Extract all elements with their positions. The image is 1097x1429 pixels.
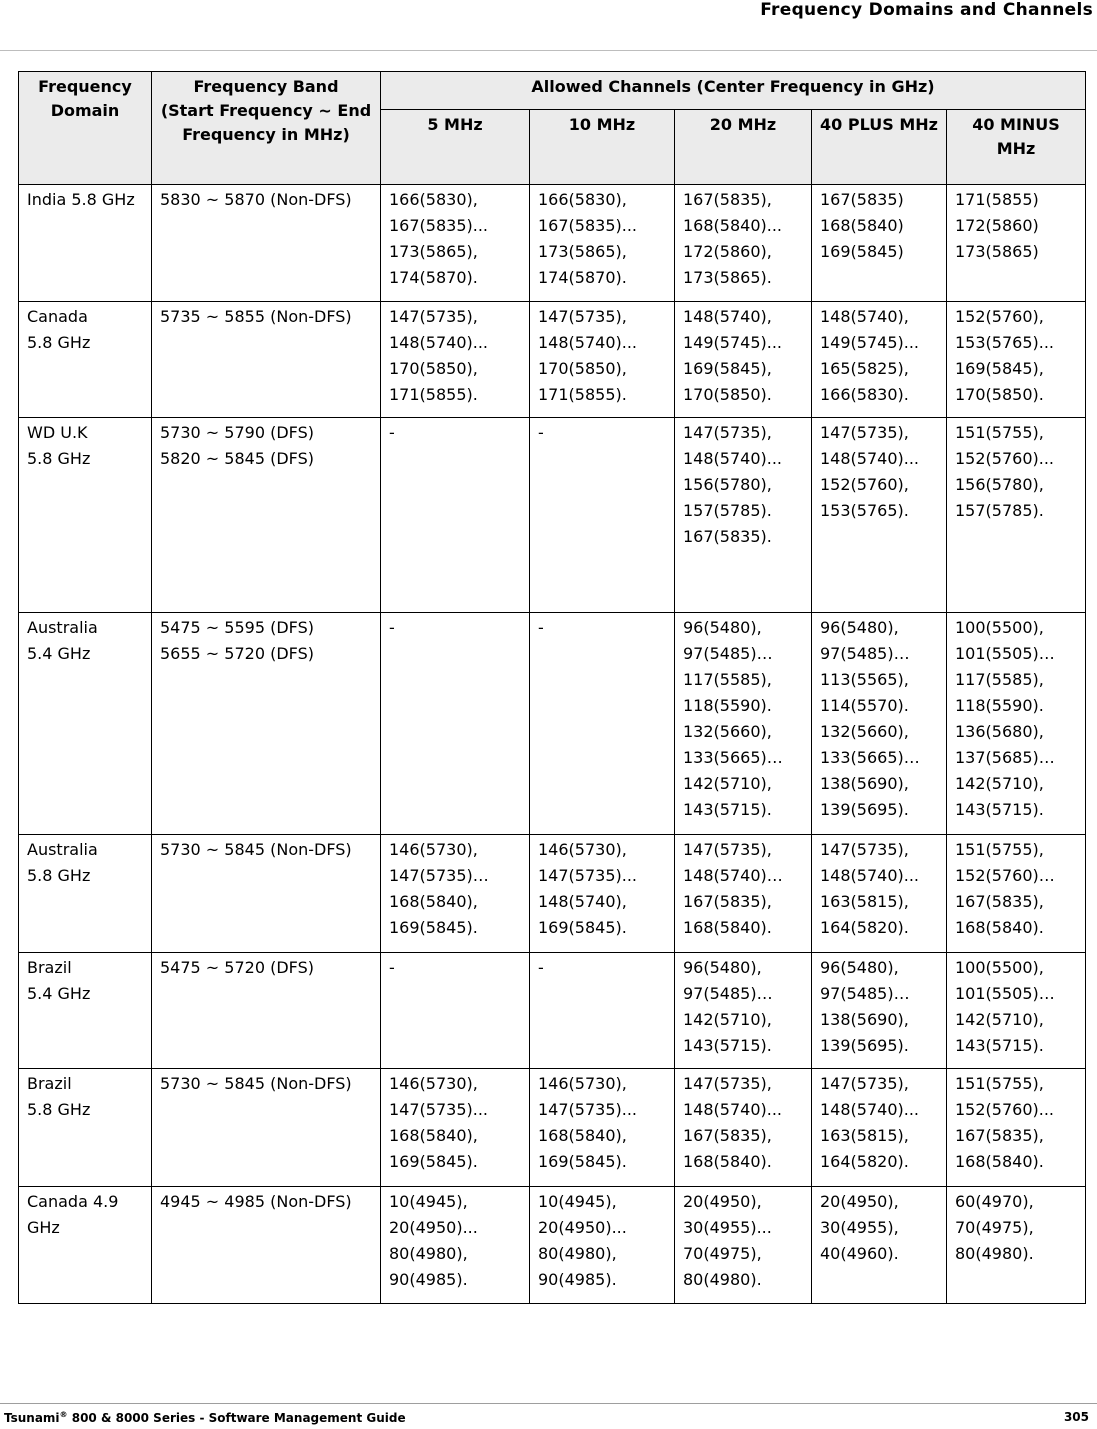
channels-5mhz-cell: [381, 1187, 530, 1304]
band-cell: [152, 835, 381, 953]
cell-line: 174(5870).: [538, 268, 627, 287]
cell-line: 169(5845).: [389, 918, 478, 937]
cell-line: 132(5660),: [820, 722, 909, 741]
cell-line: 138(5690),: [820, 1010, 909, 1029]
cell-line: 166(5830).: [820, 385, 909, 404]
cell-line: 133(5665)…: [683, 748, 783, 767]
cell-line: 60(4970),: [955, 1192, 1034, 1211]
domain-cell: [19, 953, 152, 1069]
channels-40minus-cell: [947, 613, 1086, 835]
cell-line: 147(5735)...: [538, 866, 637, 885]
cell-line: 147(5735),: [683, 840, 772, 859]
cell-line: 156(5780),: [955, 475, 1044, 494]
table-head: [19, 72, 1086, 185]
cell-line: 96(5480),: [820, 958, 899, 977]
cell-line: -: [538, 958, 544, 977]
header-band-line2: (Start Frequency ~ End Frequency in MHz): [160, 101, 372, 144]
cell-line: 147(5735),: [683, 423, 772, 442]
cell-line: Brazil: [27, 958, 72, 977]
channels-40plus-cell: [812, 953, 947, 1069]
footer-brand: Tsunami: [4, 1411, 60, 1425]
cell-line: 97(5485)…: [820, 984, 910, 1003]
cell-line: 169(5845).: [538, 1152, 627, 1171]
cell-line: 5655 ~ 5720 (DFS): [160, 644, 314, 663]
cell-line: Australia: [27, 840, 98, 859]
cell-line: 153(5765).: [820, 501, 909, 520]
cell-line: -: [389, 958, 395, 977]
cell-line: 171(5855).: [389, 385, 478, 404]
cell-line: 167(5835),: [683, 190, 772, 209]
registered-mark: ®: [59, 1410, 68, 1419]
cell-line: 4945 ~ 4985 (Non-DFS): [160, 1192, 352, 1211]
cell-line: 10(4945),: [538, 1192, 617, 1211]
cell-line: 173(5865),: [389, 242, 478, 261]
cell-line: 100(5500),: [955, 958, 1044, 977]
header-40minus: 40 MINUS MHz: [947, 110, 1086, 185]
cell-line: 5.4 GHz: [27, 644, 91, 663]
cell-line: 172(5860): [955, 216, 1039, 235]
cell-line: 142(5710),: [955, 1010, 1044, 1029]
cell-line: 157(5785).: [683, 501, 772, 520]
channels-20mhz-cell: [675, 418, 812, 613]
cell-line: 5730 ~ 5845 (Non-DFS): [160, 840, 352, 859]
cell-line: 152(5760),: [955, 307, 1044, 326]
cell-line: 149(5745)...: [820, 333, 919, 352]
cell-line: 148(5740)...: [683, 449, 782, 468]
cell-line: 168(5840): [820, 216, 904, 235]
cell-line: 5.8 GHz: [27, 449, 91, 468]
channels-10mhz-cell: [530, 418, 675, 613]
cell-line: Brazil: [27, 1074, 72, 1093]
cell-line: 70(4975),: [683, 1244, 762, 1263]
cell-line: 137(5685)…: [955, 748, 1055, 767]
cell-line: 143(5715).: [955, 1036, 1044, 1055]
cell-line: 5.4 GHz: [27, 984, 91, 1003]
cell-line: 90(4985).: [538, 1270, 617, 1289]
cell-line: 167(5835),: [955, 892, 1044, 911]
cell-line: 174(5870).: [389, 268, 478, 287]
cell-line: 80(4980),: [389, 1244, 468, 1263]
channels-10mhz-cell: [530, 1069, 675, 1187]
cell-line: 30(4955)...: [683, 1218, 772, 1237]
cell-line: 146(5730),: [538, 1074, 627, 1093]
cell-line: 152(5760)...: [955, 449, 1054, 468]
cell-line: 5735 ~ 5855 (Non-DFS): [160, 307, 352, 326]
channels-20mhz-cell: [675, 185, 812, 302]
cell-line: 80(4980).: [683, 1270, 762, 1289]
footer-guide-title: [4, 1410, 406, 1425]
channels-40minus-cell: [947, 835, 1086, 953]
channels-20mhz-cell: [675, 953, 812, 1069]
channels-10mhz-cell: [530, 302, 675, 418]
band-cell: [152, 613, 381, 835]
cell-line: 114(5570).: [820, 696, 909, 715]
domain-cell: [19, 613, 152, 835]
cell-line: 143(5715).: [683, 800, 772, 819]
channels-40plus-cell: [812, 835, 947, 953]
cell-line: 146(5730),: [389, 840, 478, 859]
channels-20mhz-cell: [675, 835, 812, 953]
channels-40minus-cell: [947, 1187, 1086, 1304]
cell-line: 157(5785).: [955, 501, 1044, 520]
cell-line: 149(5745)...: [683, 333, 782, 352]
channels-20mhz-cell: [675, 613, 812, 835]
cell-line: 147(5735),: [683, 1074, 772, 1093]
cell-line: 168(5840),: [389, 1126, 478, 1145]
cell-line: 143(5715).: [683, 1036, 772, 1055]
table-body: [19, 185, 1086, 1304]
channels-10mhz-cell: [530, 835, 675, 953]
cell-line: 167(5835),: [683, 892, 772, 911]
cell-line: 148(5740)...: [538, 333, 637, 352]
cell-line: 169(5845),: [955, 359, 1044, 378]
cell-line: 139(5695).: [820, 1036, 909, 1055]
cell-line: 173(5865).: [683, 268, 772, 287]
channels-40plus-cell: [812, 302, 947, 418]
cell-line: 148(5740)...: [389, 333, 488, 352]
header-divider: [0, 50, 1097, 51]
cell-line: 173(5865),: [538, 242, 627, 261]
cell-line: 170(5850),: [389, 359, 478, 378]
cell-line: 142(5710),: [683, 1010, 772, 1029]
channels-10mhz-cell: [530, 953, 675, 1069]
channels-5mhz-cell: [381, 613, 530, 835]
cell-line: 168(5840),: [389, 892, 478, 911]
channels-20mhz-cell: [675, 1069, 812, 1187]
channels-5mhz-cell: [381, 953, 530, 1069]
cell-line: 156(5780),: [683, 475, 772, 494]
cell-line: 168(5840)...: [683, 216, 782, 235]
header-5mhz: 5 MHz: [381, 110, 530, 185]
cell-line: 139(5695).: [820, 800, 909, 819]
cell-line: 133(5665)…: [820, 748, 920, 767]
cell-line: 172(5860),: [683, 242, 772, 261]
cell-line: Australia: [27, 618, 98, 637]
channels-40minus-cell: [947, 185, 1086, 302]
channels-40plus-cell: [812, 613, 947, 835]
cell-line: 147(5735)...: [389, 1100, 488, 1119]
table-row: [19, 953, 1086, 1069]
cell-line: 163(5815),: [820, 1126, 909, 1145]
cell-line: 168(5840).: [683, 918, 772, 937]
band-cell: [152, 953, 381, 1069]
cell-line: Canada: [27, 307, 88, 326]
cell-line: 170(5850).: [955, 385, 1044, 404]
page-header-title: Frequency Domains and Channels: [760, 0, 1093, 20]
cell-line: 96(5480),: [820, 618, 899, 637]
table-row: [19, 418, 1086, 613]
cell-line: India 5.8 GHz: [27, 190, 135, 209]
band-cell: [152, 1069, 381, 1187]
cell-line: 113(5565),: [820, 670, 909, 689]
domain-cell: [19, 1069, 152, 1187]
cell-line: 147(5735),: [820, 1074, 909, 1093]
cell-line: 147(5735)...: [538, 1100, 637, 1119]
cell-line: 136(5680),: [955, 722, 1044, 741]
cell-line: 170(5850),: [538, 359, 627, 378]
cell-line: 148(5740),: [683, 307, 772, 326]
cell-line: 147(5735),: [538, 307, 627, 326]
band-cell: [152, 302, 381, 418]
channels-40plus-cell: [812, 1069, 947, 1187]
channels-40minus-cell: [947, 953, 1086, 1069]
cell-line: 97(5485)…: [683, 644, 773, 663]
cell-line: 5730 ~ 5790 (DFS): [160, 423, 314, 442]
cell-line: 96(5480),: [683, 958, 762, 977]
channels-5mhz-cell: [381, 1069, 530, 1187]
table-row: [19, 185, 1086, 302]
header-frequency-domain: Frequency Domain: [19, 72, 152, 185]
cell-line: 166(5830),: [389, 190, 478, 209]
cell-line: 146(5730),: [538, 840, 627, 859]
cell-line: 20(4950)...: [389, 1218, 478, 1237]
cell-line: 100(5500),: [955, 618, 1044, 637]
cell-line: WD U.K: [27, 423, 88, 442]
cell-line: 96(5480),: [683, 618, 762, 637]
cell-line: 165(5825),: [820, 359, 909, 378]
cell-line: 148(5740),: [538, 892, 627, 911]
cell-line: -: [389, 618, 395, 637]
frequency-domains-table: [18, 71, 1086, 1304]
cell-line: 169(5845).: [389, 1152, 478, 1171]
cell-line: 171(5855): [955, 190, 1039, 209]
cell-line: 5.8 GHz: [27, 333, 91, 352]
cell-line: 90(4985).: [389, 1270, 468, 1289]
footer-divider: [0, 1403, 1097, 1404]
cell-line: 151(5755),: [955, 423, 1044, 442]
cell-line: 167(5835),: [955, 1126, 1044, 1145]
header-frequency-band: [152, 72, 381, 185]
cell-line: 152(5760)...: [955, 1100, 1054, 1119]
cell-line: 70(4975),: [955, 1218, 1034, 1237]
cell-line: 97(5485)…: [683, 984, 773, 1003]
cell-line: 142(5710),: [683, 774, 772, 793]
cell-line: 148(5740)...: [820, 1100, 919, 1119]
cell-line: 168(5840).: [955, 1152, 1044, 1171]
channels-5mhz-cell: [381, 185, 530, 302]
channels-40minus-cell: [947, 1069, 1086, 1187]
cell-line: 5820 ~ 5845 (DFS): [160, 449, 314, 468]
cell-line: 148(5740)...: [820, 866, 919, 885]
cell-line: 117(5585),: [955, 670, 1044, 689]
cell-line: 20(4950),: [683, 1192, 762, 1211]
cell-line: 167(5835).: [683, 527, 772, 546]
header-10mhz: 10 MHz: [530, 110, 675, 185]
domain-cell: [19, 418, 152, 613]
cell-line: 118(5590).: [955, 696, 1044, 715]
footer-guide-name: 800 & 8000 Series - Software Management Guide: [67, 1411, 406, 1425]
cell-line: 5475 ~ 5595 (DFS): [160, 618, 314, 637]
domain-cell: [19, 302, 152, 418]
channels-10mhz-cell: [530, 1187, 675, 1304]
cell-line: 10(4945),: [389, 1192, 468, 1211]
table-row: [19, 302, 1086, 418]
cell-line: 171(5855).: [538, 385, 627, 404]
cell-line: 167(5835): [820, 190, 904, 209]
cell-line: 169(5845): [820, 242, 904, 261]
channels-5mhz-cell: [381, 418, 530, 613]
cell-line: 166(5830),: [538, 190, 627, 209]
cell-line: 132(5660),: [683, 722, 772, 741]
cell-line: 20(4950)...: [538, 1218, 627, 1237]
cell-line: 169(5845).: [538, 918, 627, 937]
channels-10mhz-cell: [530, 613, 675, 835]
cell-line: 167(5835)...: [389, 216, 488, 235]
cell-line: 167(5835)...: [538, 216, 637, 235]
cell-line: 138(5690),: [820, 774, 909, 793]
table-row: [19, 835, 1086, 953]
cell-line: 151(5755),: [955, 840, 1044, 859]
cell-line: 101(5505)…: [955, 644, 1055, 663]
cell-line: 168(5840),: [538, 1126, 627, 1145]
cell-line: 118(5590).: [683, 696, 772, 715]
cell-line: 142(5710),: [955, 774, 1044, 793]
cell-line: 5.8 GHz: [27, 1100, 91, 1119]
cell-line: 143(5715).: [955, 800, 1044, 819]
cell-line: 5475 ~ 5720 (DFS): [160, 958, 314, 977]
cell-line: 40(4960).: [820, 1244, 899, 1263]
cell-line: 148(5740)…: [683, 866, 783, 885]
domain-cell: [19, 185, 152, 302]
cell-line: 168(5840).: [955, 918, 1044, 937]
header-40plus: 40 PLUS MHz: [812, 110, 947, 185]
cell-line: 146(5730),: [389, 1074, 478, 1093]
header-20mhz: 20 MHz: [675, 110, 812, 185]
channels-40plus-cell: [812, 1187, 947, 1304]
cell-line: 5830 ~ 5870 (Non-DFS): [160, 190, 352, 209]
cell-line: -: [389, 423, 395, 442]
domain-cell: [19, 835, 152, 953]
cell-line: 97(5485)…: [820, 644, 910, 663]
cell-line: 151(5755),: [955, 1074, 1044, 1093]
cell-line: 152(5760),: [820, 475, 909, 494]
cell-line: 164(5820).: [820, 1152, 909, 1171]
cell-line: 5730 ~ 5845 (Non-DFS): [160, 1074, 352, 1093]
cell-line: 173(5865): [955, 242, 1039, 261]
cell-line: 117(5585),: [683, 670, 772, 689]
cell-line: 5.8 GHz: [27, 866, 91, 885]
channels-10mhz-cell: [530, 185, 675, 302]
cell-line: Canada 4.9 GHz: [27, 1192, 119, 1237]
band-cell: [152, 418, 381, 613]
cell-line: 147(5735),: [820, 840, 909, 859]
channels-40plus-cell: [812, 185, 947, 302]
table-row: [19, 1069, 1086, 1187]
channels-5mhz-cell: [381, 835, 530, 953]
cell-line: 30(4955),: [820, 1218, 899, 1237]
table-row: [19, 613, 1086, 835]
cell-line: 147(5735),: [389, 307, 478, 326]
header-allowed-channels: Allowed Channels (Center Frequency in GHz): [381, 72, 1086, 110]
table-row: [19, 1187, 1086, 1304]
cell-line: 147(5735)…: [389, 866, 489, 885]
cell-line: 164(5820).: [820, 918, 909, 937]
cell-line: 153(5765)...: [955, 333, 1054, 352]
page-number: 305: [1063, 1410, 1089, 1424]
cell-line: 148(5740)...: [820, 449, 919, 468]
cell-line: 152(5760)…: [955, 866, 1055, 885]
band-cell: [152, 1187, 381, 1304]
cell-line: 80(4980).: [955, 1244, 1034, 1263]
cell-line: -: [538, 423, 544, 442]
cell-line: 148(5740),: [820, 307, 909, 326]
cell-line: -: [538, 618, 544, 637]
channels-40plus-cell: [812, 418, 947, 613]
cell-line: 163(5815),: [820, 892, 909, 911]
band-cell: [152, 185, 381, 302]
channels-5mhz-cell: [381, 302, 530, 418]
cell-line: 80(4980),: [538, 1244, 617, 1263]
cell-line: 168(5840).: [683, 1152, 772, 1171]
cell-line: 20(4950),: [820, 1192, 899, 1211]
channels-40minus-cell: [947, 418, 1086, 613]
cell-line: 147(5735),: [820, 423, 909, 442]
channels-40minus-cell: [947, 302, 1086, 418]
channels-20mhz-cell: [675, 1187, 812, 1304]
channels-20mhz-cell: [675, 302, 812, 418]
cell-line: 167(5835),: [683, 1126, 772, 1145]
cell-line: 101(5505)…: [955, 984, 1055, 1003]
domain-cell: [19, 1187, 152, 1304]
cell-line: 148(5740)...: [683, 1100, 782, 1119]
cell-line: 169(5845),: [683, 359, 772, 378]
cell-line: 170(5850).: [683, 385, 772, 404]
header-band-line1: Frequency Band: [193, 77, 339, 96]
